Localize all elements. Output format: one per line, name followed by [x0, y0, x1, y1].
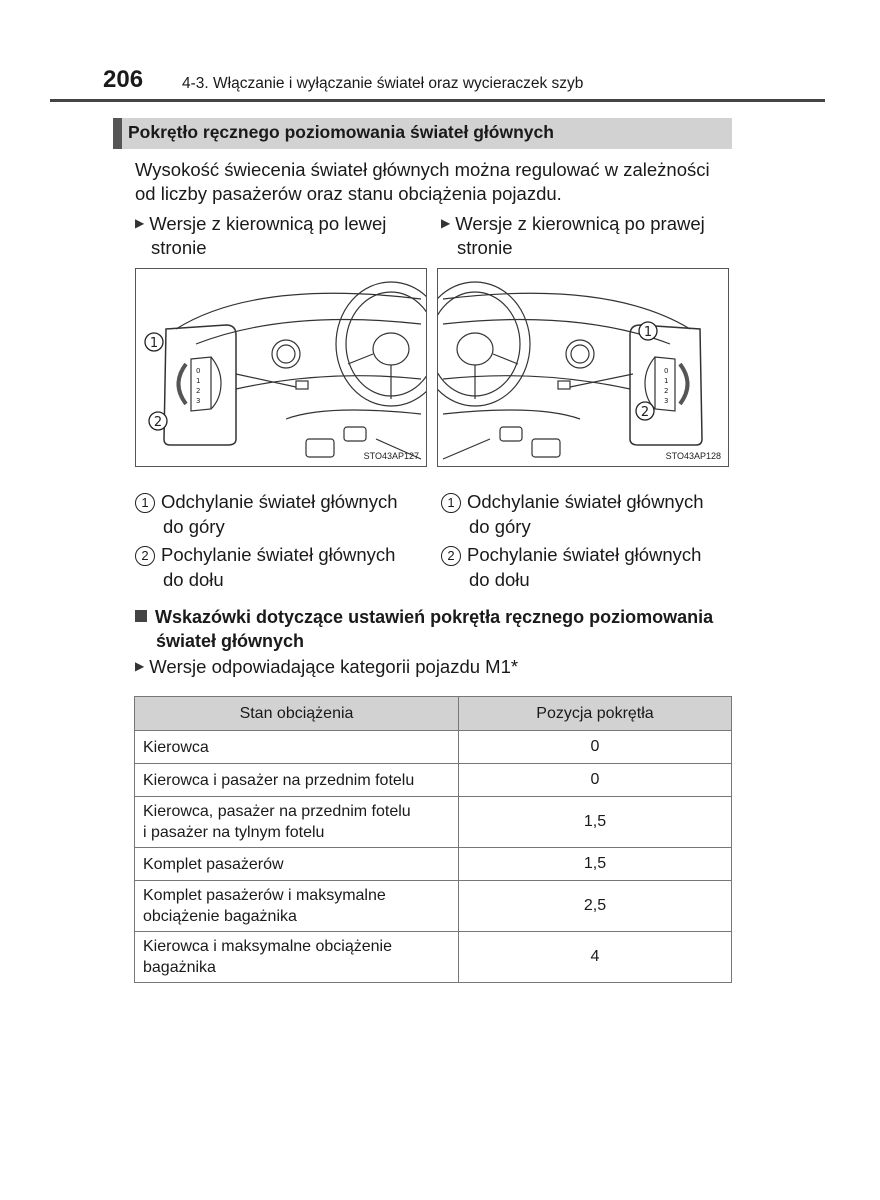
callout-1-label: 1 [149, 336, 159, 351]
table-header-row [135, 697, 732, 731]
position-cell: 1,5 [459, 797, 732, 848]
position-cell: 0 [459, 764, 732, 797]
svg-text:3: 3 [664, 397, 669, 405]
svg-text:1: 1 [196, 377, 201, 385]
table-row [135, 881, 732, 932]
legend-item-tilt-down-lhd [135, 542, 425, 592]
load-cell [135, 932, 459, 983]
triangle-right-icon: ▶ [135, 216, 145, 230]
position-cell: 4 [459, 932, 732, 983]
load-cell-line-1: Komplet pasażerów i maksymalne [143, 887, 386, 904]
load-setting-table [134, 696, 732, 983]
dashboard-illustration-rhd [438, 269, 729, 467]
variant-lhd-line-2: stronie [151, 237, 207, 258]
svg-text:0: 0 [664, 367, 669, 375]
variant-lhd-line-1: Wersje z kierownicą po lewej [149, 213, 387, 234]
legend-item-tilt-up-lhd [135, 489, 425, 539]
variant-label-rhd [441, 211, 731, 260]
table-row [135, 932, 732, 983]
page-header [0, 0, 880, 104]
variant-rhd-line-1: Wersje z kierownicą po prawej [455, 213, 705, 234]
load-cell-line-2: bagażnika [143, 959, 216, 976]
svg-text:3: 3 [196, 397, 201, 405]
section-title-bar [113, 118, 732, 149]
callout-2-label: 2 [153, 415, 163, 430]
legend-line-1: Pochylanie świateł głównych [467, 544, 702, 565]
legend-line-1: Odchylanie świateł głównych [467, 491, 704, 512]
svg-text:0: 0 [196, 367, 201, 375]
square-icon [135, 610, 147, 622]
load-cell: Kierowca i pasażer na przednim fotelu [135, 764, 459, 797]
variant-rhd-line-2: stronie [457, 237, 513, 258]
legend-item-tilt-up-rhd [441, 489, 731, 539]
callout-2-label: 2 [640, 405, 650, 420]
legend-line-2: do dołu [469, 569, 530, 590]
page-number: 206 [103, 66, 144, 93]
figure-rhd-dashboard [437, 268, 729, 467]
svg-text:1: 1 [664, 377, 669, 385]
figure-code: STO43AP128 [665, 451, 721, 461]
legend-line-2: do góry [163, 516, 225, 537]
load-cell-line-2: i pasażer na tylnym fotelu [143, 824, 325, 841]
load-cell-line-1: Kierowca i maksymalne obciążenie [143, 938, 392, 955]
legend-line-1: Pochylanie świateł głównych [161, 544, 396, 565]
intro-line-1: Wysokość świecenia świateł głównych można regulować w zależności [135, 159, 710, 180]
triangle-right-icon: ▶ [441, 216, 451, 230]
variant-m1-text: Wersje odpowiadające kategorii pojazdu M1* [149, 656, 519, 677]
column-header-position: Pozycja pokrętła [459, 697, 732, 731]
load-cell: Kierowca [135, 731, 459, 764]
position-cell: 2,5 [459, 881, 732, 932]
table-row [135, 797, 732, 848]
load-cell [135, 797, 459, 848]
load-cell [135, 881, 459, 932]
legend-line-2: do dołu [163, 569, 224, 590]
legend-line-1: Odchylanie świateł głównych [161, 491, 398, 512]
circled-number: 1 [441, 493, 461, 513]
circled-number: 1 [135, 493, 155, 513]
table-row [135, 848, 732, 881]
svg-text:2: 2 [196, 387, 201, 395]
table-row [135, 764, 732, 797]
table-row [135, 731, 732, 764]
position-cell: 0 [459, 731, 732, 764]
legend-item-tilt-down-rhd [441, 542, 731, 592]
triangle-right-icon: ▶ [135, 659, 145, 673]
circled-number: 2 [441, 546, 461, 566]
legend-line-2: do góry [469, 516, 531, 537]
chapter-title: 4-3. Włączanie i wyłączanie świateł oraz wycieraczek szyb [182, 75, 584, 92]
load-cell-line-2: obciążenie bagażnika [143, 908, 297, 925]
figure-code: STO43AP127 [363, 451, 419, 461]
callout-1-label: 1 [643, 325, 653, 340]
position-cell: 1,5 [459, 848, 732, 881]
section-title: Pokrętło ręcznego poziomowania świateł głównych [128, 122, 554, 142]
column-header-load: Stan obciążenia [135, 697, 459, 731]
subsection-title-line-1: Wskazówki dotyczące ustawień pokrętła ręcznego poziomowania [155, 607, 714, 627]
load-cell: Komplet pasażerów [135, 848, 459, 881]
circled-number: 2 [135, 546, 155, 566]
svg-text:2: 2 [664, 387, 669, 395]
subsection-title-line-2: świateł głównych [156, 631, 305, 651]
variant-label-m1 [135, 656, 518, 678]
figure-lhd-dashboard [135, 268, 427, 467]
load-cell-line-1: Kierowca, pasażer na przednim fotelu [143, 803, 411, 820]
subsection-heading [135, 605, 735, 653]
variant-label-lhd [135, 211, 425, 260]
dashboard-illustration-lhd [136, 269, 427, 467]
intro-line-2: od liczby pasażerów oraz stanu obciążenia pojazdu. [135, 183, 562, 204]
intro-paragraph [135, 158, 735, 206]
header-divider [50, 99, 825, 102]
